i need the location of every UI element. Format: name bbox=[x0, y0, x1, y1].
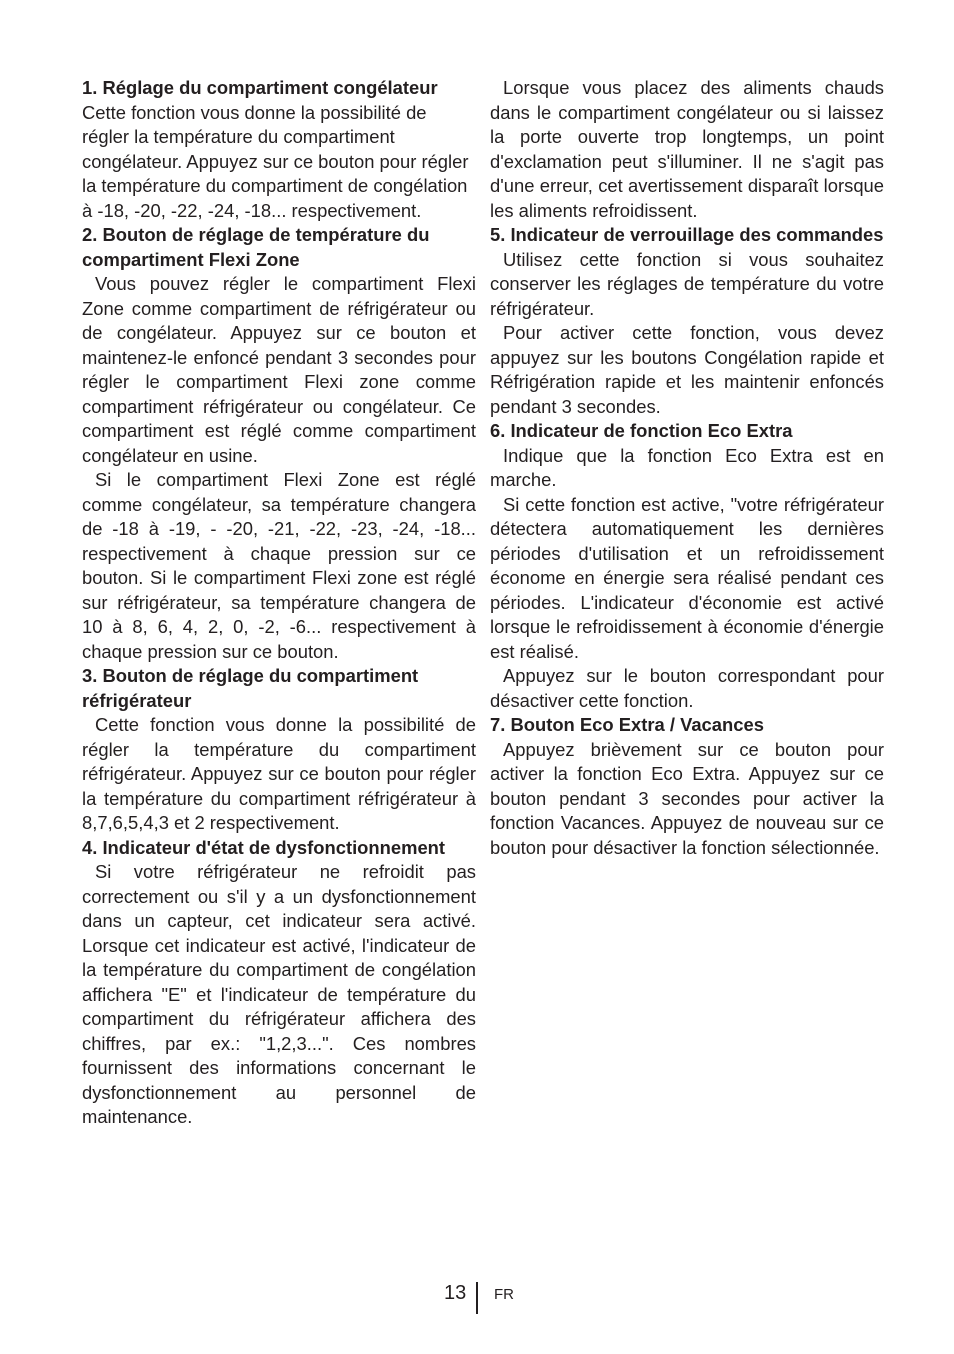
section-1-paragraph: Cette fonction vous donne la possibilité de régler la température du compartiment congélateur. Appuyez sur ce bouton pour régler la température du compartiment de congélation à -18, -20, -22, -24, -18... respectivement. bbox=[82, 101, 469, 221]
section-2-paragraph-2: Si le compartiment Flexi Zone est réglé comme congélateur, sa température changera de -18 à -19, - -20, -21, -22, -23, -24, -18... respectivement à chaque pression sur ce bouton. Si le compartiment Flexi zone est réglé sur réfrigérateur, sa température changera de 10 à 8, 6, 4, 2, 0, -2, -6... respectivement à chaque pression sur ce bouton. bbox=[82, 469, 476, 662]
left-column bbox=[82, 76, 476, 1130]
section-3-heading: 3. Bouton de réglage du compartiment réfrigérateur bbox=[82, 665, 419, 711]
section-6-paragraph-1: Indique que la fonction Eco Extra est en marche. bbox=[490, 444, 884, 490]
section-3-paragraph: Cette fonction vous donne la possibilité de régler la température du compartiment réfrigérateur. Appuyez sur ce bouton pour régler la température du compartiment réfrigérateur à 8,7,6,5,4,3 et 2 respectivement. bbox=[82, 714, 476, 833]
section-4-heading: 4. Indicateur d'état de dysfonctionnement bbox=[82, 836, 446, 858]
page-number: 13 bbox=[444, 1282, 467, 1304]
section-5-heading: 5. Indicateur de verrouillage des commandes bbox=[490, 224, 884, 245]
section-4-paragraph: Si votre réfrigérateur ne refroidit pas correctement ou s'il y a un dysfonctionnement dans un capteur, cet indicateur sera activé. Lorsque cet indicateur est activé, l'indicateur de la température du compartiment de congélation affichera "E" et l'indicateur de température du compartiment du réfrigérateur affichera des chiffres, par ex.: "1,2,3...". Ces nombres fournissent des informations concernant le dysfonctionnement au personnel de maintenance. bbox=[82, 861, 476, 1127]
section-2-paragraph-1: Vous pouvez régler le compartiment Flexi Zone comme compartiment de réfrigérateur ou de congélateur. Appuyez sur ce bouton et maintenez-le enfoncé pendant 3 secondes pour régler le compartiment Flexi zone comme compartiment réfrigérateur ou congélateur. Ce compartiment est réglé comme compartiment congélateur en usine. bbox=[82, 273, 476, 466]
page-footer bbox=[0, 1280, 954, 1310]
section-6-paragraph-3: Appuyez sur le bouton correspondant pour désactiver cette fonction. bbox=[490, 665, 884, 711]
right-column bbox=[490, 76, 884, 860]
section-2-heading: 2. Bouton de réglage de température du compartiment Flexi Zone bbox=[82, 224, 430, 270]
section-7-heading: 7. Bouton Eco Extra / Vacances bbox=[490, 714, 764, 735]
section-4-continued-paragraph: Lorsque vous placez des aliments chauds dans le compartiment congélateur ou si laissez la porte ouverte trop longtemps, un point d'exclamation peut s'illuminer. Il ne s'agit pas d'une erreur, cet avertissement disparaît lorsque les aliments refroidissent. bbox=[490, 77, 884, 221]
section-5-paragraph-1: Utilisez cette fonction si vous souhaitez conserver les réglages de température du votre réfrigérateur. bbox=[490, 248, 884, 319]
language-code: FR bbox=[494, 1286, 514, 1303]
section-6-heading: 6. Indicateur de fonction Eco Extra bbox=[490, 420, 793, 441]
section-5-paragraph-2: Pour activer cette fonction, vous devez appuyez sur les boutons Congélation rapide et Réfrigération rapide et les maintenir enfoncés pendant 3 secondes. bbox=[490, 322, 884, 417]
section-7-paragraph: Appuyez brièvement sur ce bouton pour activer la fonction Eco Extra. Appuyez sur ce bouton pendant 3 secondes pour activer la fonction Vacances. Appuyez de nouveau sur ce bouton pour désactiver la fonction sélectionnée. bbox=[490, 738, 884, 858]
footer-divider bbox=[476, 1282, 478, 1314]
section-6-paragraph-2: Si cette fonction est active, "votre réfrigérateur détectera automatiquement les dernières périodes d'utilisation et un refroidissement économe en énergie sera réalisé pendant ces périodes. L'indicateur d'économie est activé lorsque le refroidissement à économie d'énergie est réalisé. bbox=[490, 493, 884, 662]
section-1-heading: 1. Réglage du compartiment congélateur bbox=[82, 77, 438, 98]
